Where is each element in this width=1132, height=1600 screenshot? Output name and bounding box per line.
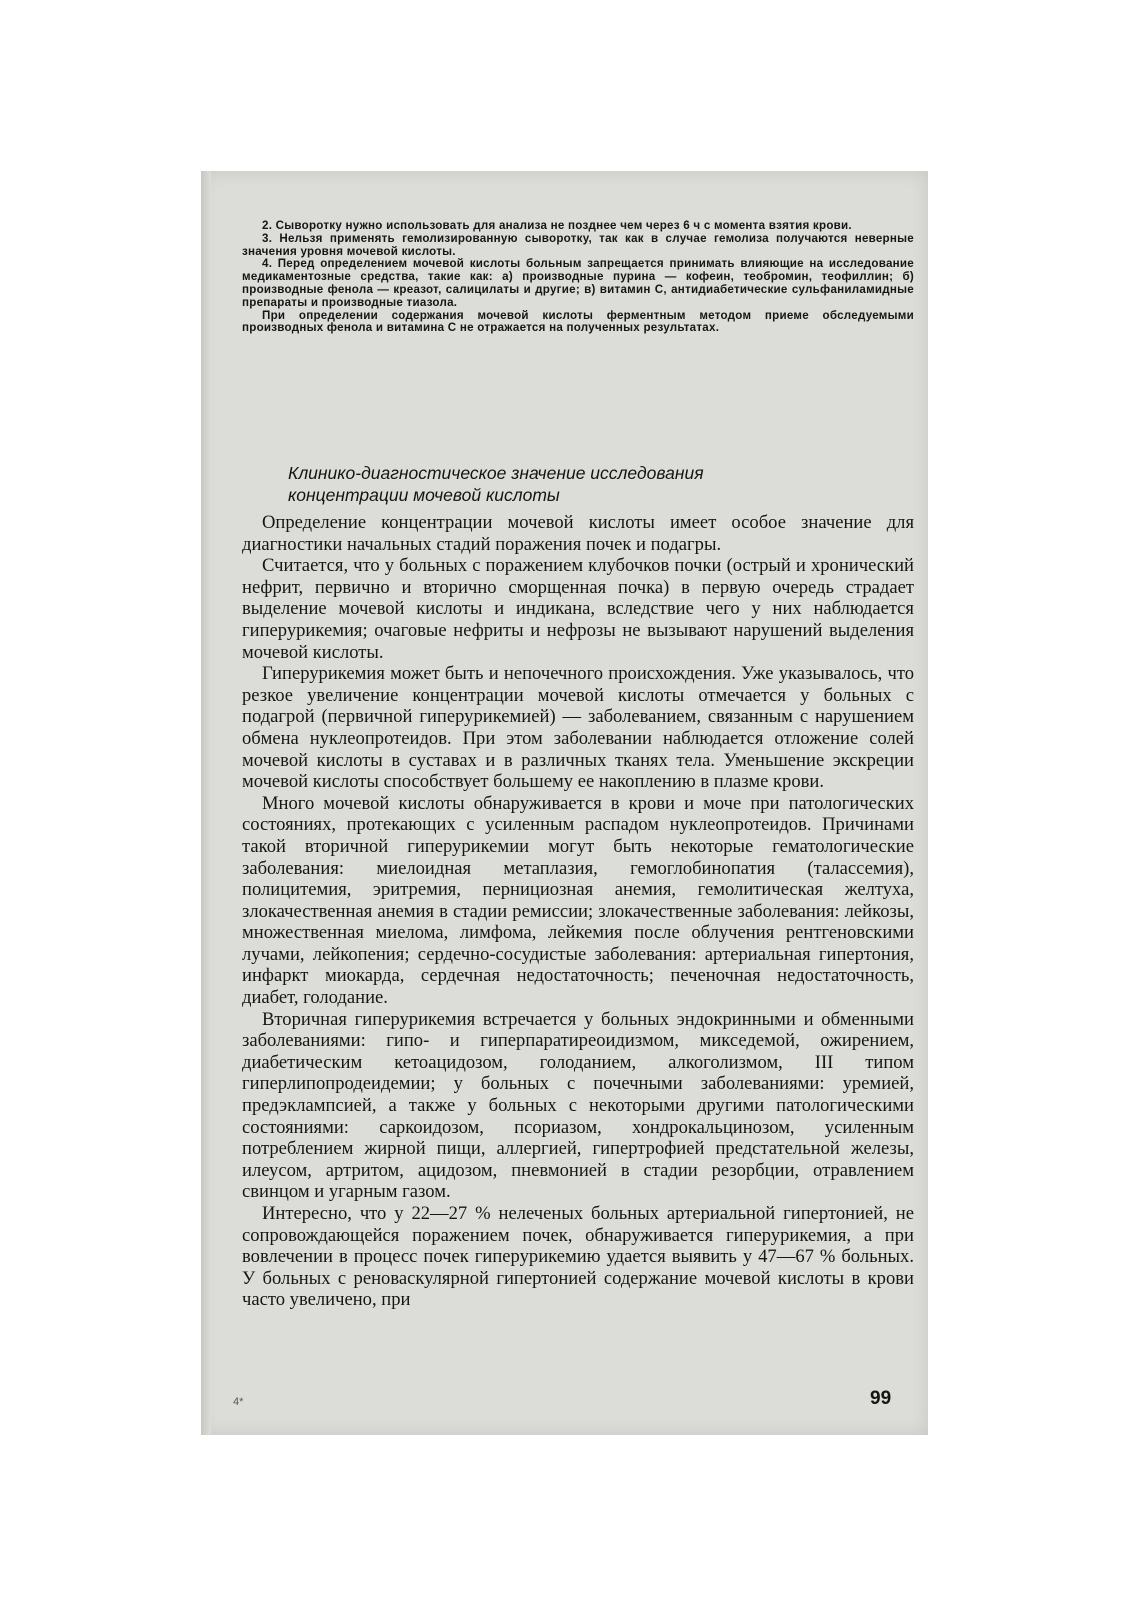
- note-item: При определении содержания мочевой кислоты ферментным методом приеме обследуемыми производных фенола и витамина С не отражается на полученных результатах.: [242, 308, 914, 335]
- paragraph: Вторичная гиперурикемия встречается у больных эндокринными и обменными заболеваниями: гипо- и гиперпаратиреоидизмом, микседемой, ожирением, диабетическим кетоацидозом, голоданием, алкоголизмом, III типом гиперлипопродеидемии; у больных с почечными заболеваниями: уремией, предэклампсией, а также у больных с некоторыми другими патологическими состояниями: саркоидозом, псориазом, хондрокальцинозом, усиленным потреблением жирной пищи, аллергией, гипертрофией предстательной железы, илеусом, артритом, ацидозом, пневмонией в стадии резорбции, отравлением свинцом и угарным газом.: [242, 1008, 914, 1203]
- body-text: [242, 512, 914, 1311]
- heading-line: концентрации мочевой кислоты: [288, 485, 560, 505]
- section-heading: [288, 462, 888, 506]
- heading-line: Клинико-диагностическое значение исследования: [288, 463, 704, 483]
- note-item: 3. Нельзя применять гемолизированную сыворотку, так как в случае гемолиза получаются неверные значения уровня мочевой кислоты.: [242, 231, 914, 258]
- paragraph: Определение концентрации мочевой кислоты имеет особое значение для диагностики начальных стадий поражения почек и подагры.: [242, 512, 914, 555]
- paragraph: Интересно, что у 22—27 % нелеченых больных артериальной гипертонией, не сопровождающейся поражением почек, обнаруживается гиперурикемия, а при вовлечении в процесс почек гиперурикемию удается выявить у 47—67 % больных. У больных с реноваскулярной гипертонией содержание мочевой кислоты в крови часто увеличено, при: [242, 1203, 914, 1311]
- footnote-block: [242, 220, 914, 335]
- page-shadow-edge: [201, 171, 211, 1435]
- note-item: 4. Перед определением мочевой кислоты больным запрещается принимать влияющие на исследование медикаментозные средства, такие как: а) производные пурина — кофеин, теобромин, теофиллин; б) производные фенола — креазот, салицилаты и другие; в) витамин С, антидиабетические сульфаниламидные препараты и производные тиазола.: [242, 257, 914, 309]
- paragraph: Считается, что у больных с поражением клубочков почки (острый и хронический нефрит, первично и вторично сморщенная почка) в первую очередь страдает выделение мочевой кислоты и индикана, вследствие чего у них наблюдается гиперурикемия; очаговые нефриты и нефрозы не вызывают нарушений выделения мочевой кислоты.: [242, 555, 914, 663]
- page-number: 99: [870, 1388, 892, 1409]
- signature-mark: 4*: [233, 1396, 244, 1408]
- paragraph: Гиперурикемия может быть и непочечного происхождения. Уже указывалось, что резкое увеличение концентрации мочевой кислоты отмечается у больных с подагрой (первичной гиперурикемией) — заболеванием, связанным с нарушением обмена нуклеопротеидов. При этом заболевании наблюдается отложение солей мочевой кислоты в суставах и в различных тканях тела. Уменьшение экскреции мочевой кислоты способствует большему ее накоплению в плазме крови.: [242, 663, 914, 793]
- note-item: 2. Сыворотку нужно использовать для анализа не позднее чем через 6 ч с момента взятия крови.: [262, 219, 852, 232]
- paragraph: Много мочевой кислоты обнаруживается в крови и моче при патологических состояниях, протекающих с усиленным распадом нуклеопротеидов. Причинами такой вторичной гиперурикемии могут быть некоторые гематологические заболевания: миелоидная метаплазия, гемоглобинопатия (талассемия), полицитемия, эритремия, пернициозная анемия, гемолитическая желтуха, злокачественная анемия в стадии ремиссии; злокачественные заболевания: лейкозы, множественная миелома, лимфома, лейкемия после облучения рентгеновскими лучами, лейкопения; сердечно-сосудистые заболевания: артериальная гипертония, инфаркт миокарда, сердечная недостаточность; печеночная недостаточность, диабет, голодание.: [242, 792, 914, 1009]
